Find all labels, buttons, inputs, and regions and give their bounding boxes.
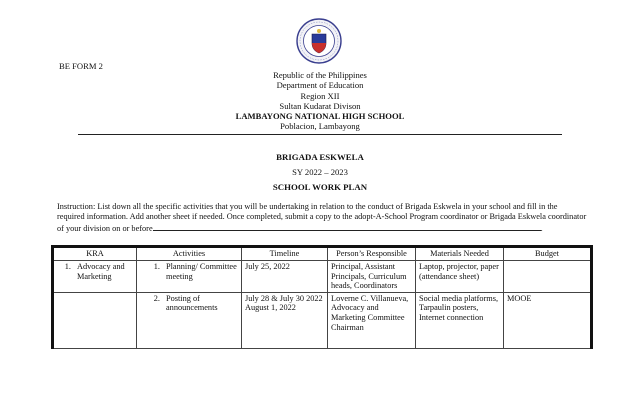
activity-cell	[137, 292, 242, 348]
activity-number: 2.	[153, 293, 160, 303]
header-activities: Activities	[137, 247, 242, 261]
header-timeline: Timeline	[242, 247, 328, 261]
activity-cell	[137, 261, 242, 293]
activity-text: Posting of announcements	[166, 293, 218, 313]
persons-cell: Principal, Assistant Principals, Curriculum heads, Coordinators	[328, 261, 416, 293]
deped-seal-logo	[296, 18, 342, 64]
instruction-end-mark: .	[540, 224, 543, 233]
kra-number: 1.	[64, 262, 71, 271]
budget-cell	[504, 261, 592, 293]
header-divider	[78, 134, 562, 135]
header-persons: Person’s Responsible	[328, 247, 416, 261]
timeline-cell: July 28 & July 30 2022 August 1, 2022	[242, 292, 328, 348]
table-row	[53, 261, 592, 293]
header-kra: KRA	[53, 247, 137, 261]
deadline-blank-line	[153, 222, 541, 231]
table-row	[53, 292, 592, 348]
header-materials: Materials Needed	[416, 247, 504, 261]
school-header	[0, 70, 640, 132]
table-header-row	[53, 247, 592, 261]
document-title	[0, 151, 640, 193]
form-code: BE FORM 2	[59, 61, 103, 71]
kra-cell	[53, 292, 137, 348]
kra-cell	[53, 261, 137, 293]
school-name: LAMBAYONG NATIONAL HIGH SCHOOL	[235, 111, 405, 122]
materials-cell: Laptop, projector, paper (attendance sheet)	[416, 261, 504, 293]
header-budget: Budget	[504, 247, 592, 261]
region-line: Region XII	[300, 90, 340, 101]
kra-text: Advocacy and Marketing	[77, 262, 125, 281]
country-line: Republic of the Philippines	[273, 70, 367, 80]
school-year: SY 2022 – 2023	[292, 167, 348, 177]
activity-number: 1.	[153, 262, 160, 271]
school-address: Poblacion, Lambayong	[280, 121, 360, 132]
activity-text: Planning/ Committee meeting	[166, 262, 237, 281]
materials-cell: Social media platforms, Tarpaulin posters, Internet connection	[416, 292, 504, 348]
division-line: Sultan Kudarat Divison	[279, 100, 361, 111]
timeline-cell: July 25, 2022	[242, 261, 328, 293]
instruction-text: Instruction: List down all the specific activities that you will be undertaking in relation to the conduct of Brigada Eskwela in your school and fill in the required information. Add another sheet if needed. Once completed, submit a copy to the adopt-A-School Program coordinator or Brigada Eskwela coordinator of your division on or before	[57, 202, 587, 233]
budget-cell: MOOE	[504, 292, 592, 348]
work-plan-table	[51, 245, 593, 349]
persons-cell: Loverne C. Villanueva, Advocacy and Marketing Committee Chairman	[328, 292, 416, 348]
program-title: BRIGADA ESKWELA	[276, 152, 364, 162]
instruction-paragraph	[57, 202, 587, 234]
department-line: Department of Education	[276, 80, 364, 91]
doc-type-title: SCHOOL WORK PLAN	[272, 182, 368, 192]
